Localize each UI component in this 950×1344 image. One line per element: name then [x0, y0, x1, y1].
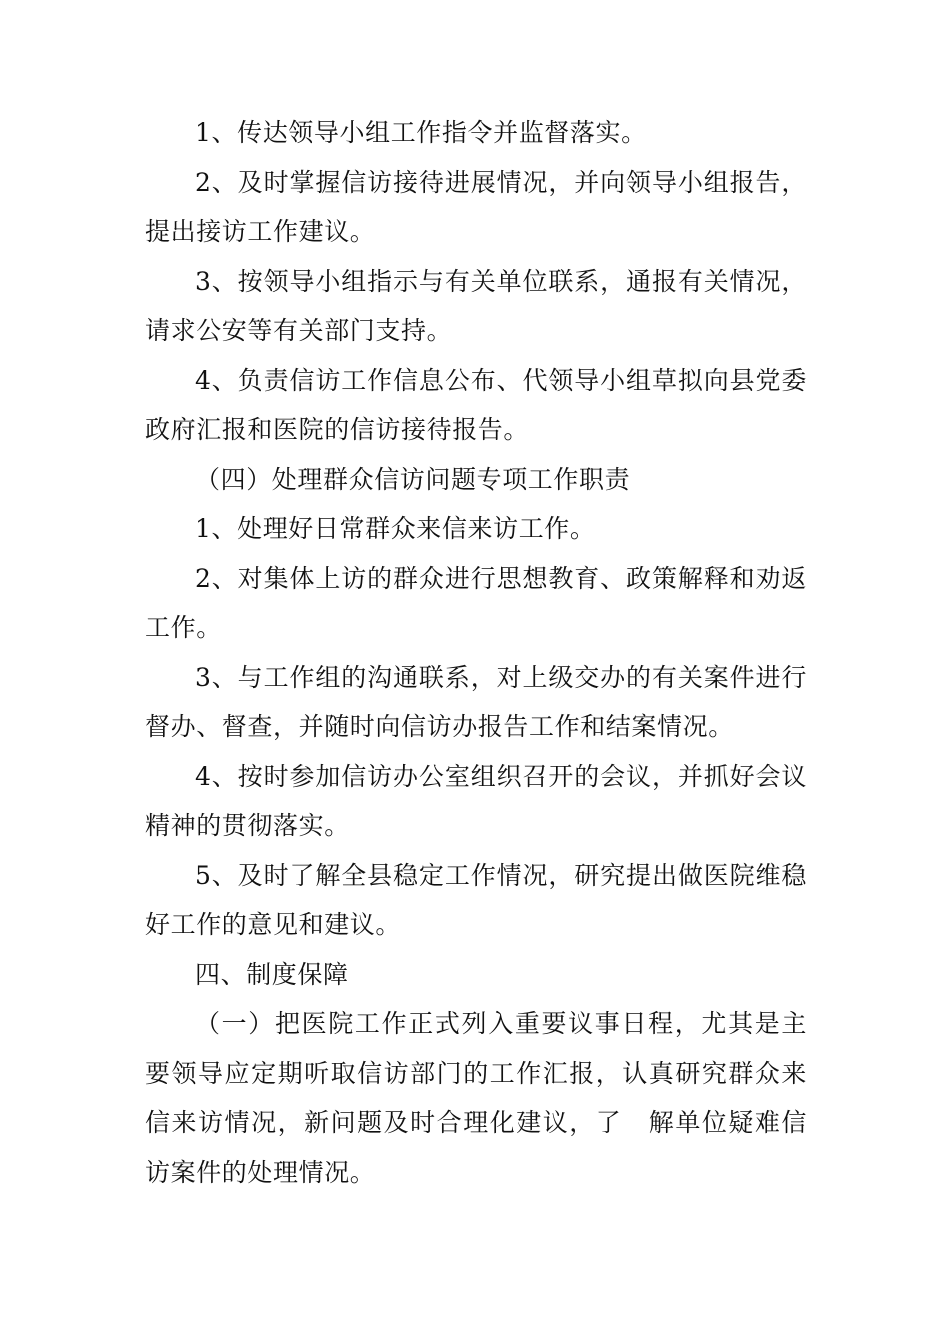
section-heading-4: （四）处理群众信访问题专项工作职责 — [195, 464, 631, 494]
paragraph-7: 3、与工作组的沟通联系，对上级交办的有关案件进行督办、督查，并随时向信访办报告工作和结案情况。 — [145, 662, 807, 741]
paragraph-3: 3、按领导小组指示与有关单位联系，通报有关情况，请求公安等有关部门支持。 — [145, 266, 807, 345]
paragraph-8: 4、按时参加信访办公室组织召开的会议，并抓好会议精神的贯彻落实。 — [145, 761, 807, 840]
paragraph-1: 1、传达领导小组工作指令并监督落实。 — [195, 118, 647, 147]
paragraph-2: 2、及时掌握信访接待进展情况，并向领导小组报告，提出接访工作建议。 — [145, 167, 807, 246]
paragraph-5: 1、处理好日常群众来信来访工作。 — [195, 514, 596, 543]
document-body — [145, 108, 807, 1197]
paragraph-6: 2、对集体上访的群众进行思想教育、政策解释和劝返工作。 — [145, 563, 807, 642]
section-heading-system: 四、制度保障 — [195, 959, 349, 989]
paragraph-10: （一）把医院工作正式列入重要议事日程，尤其是主要领导应定期听取信访部门的工作汇报，认真研究群众来信来访情况，新问题及时合理化建议，了 解单位疑难信访案件的处理情况。 — [145, 1009, 807, 1187]
paragraph-4: 4、负责信访工作信息公布、代领导小组草拟向县党委政府汇报和医院的信访接待报告。 — [145, 365, 807, 444]
paragraph-9: 5、及时了解全县稳定工作情况，研究提出做医院维稳好工作的意见和建议。 — [145, 860, 807, 939]
